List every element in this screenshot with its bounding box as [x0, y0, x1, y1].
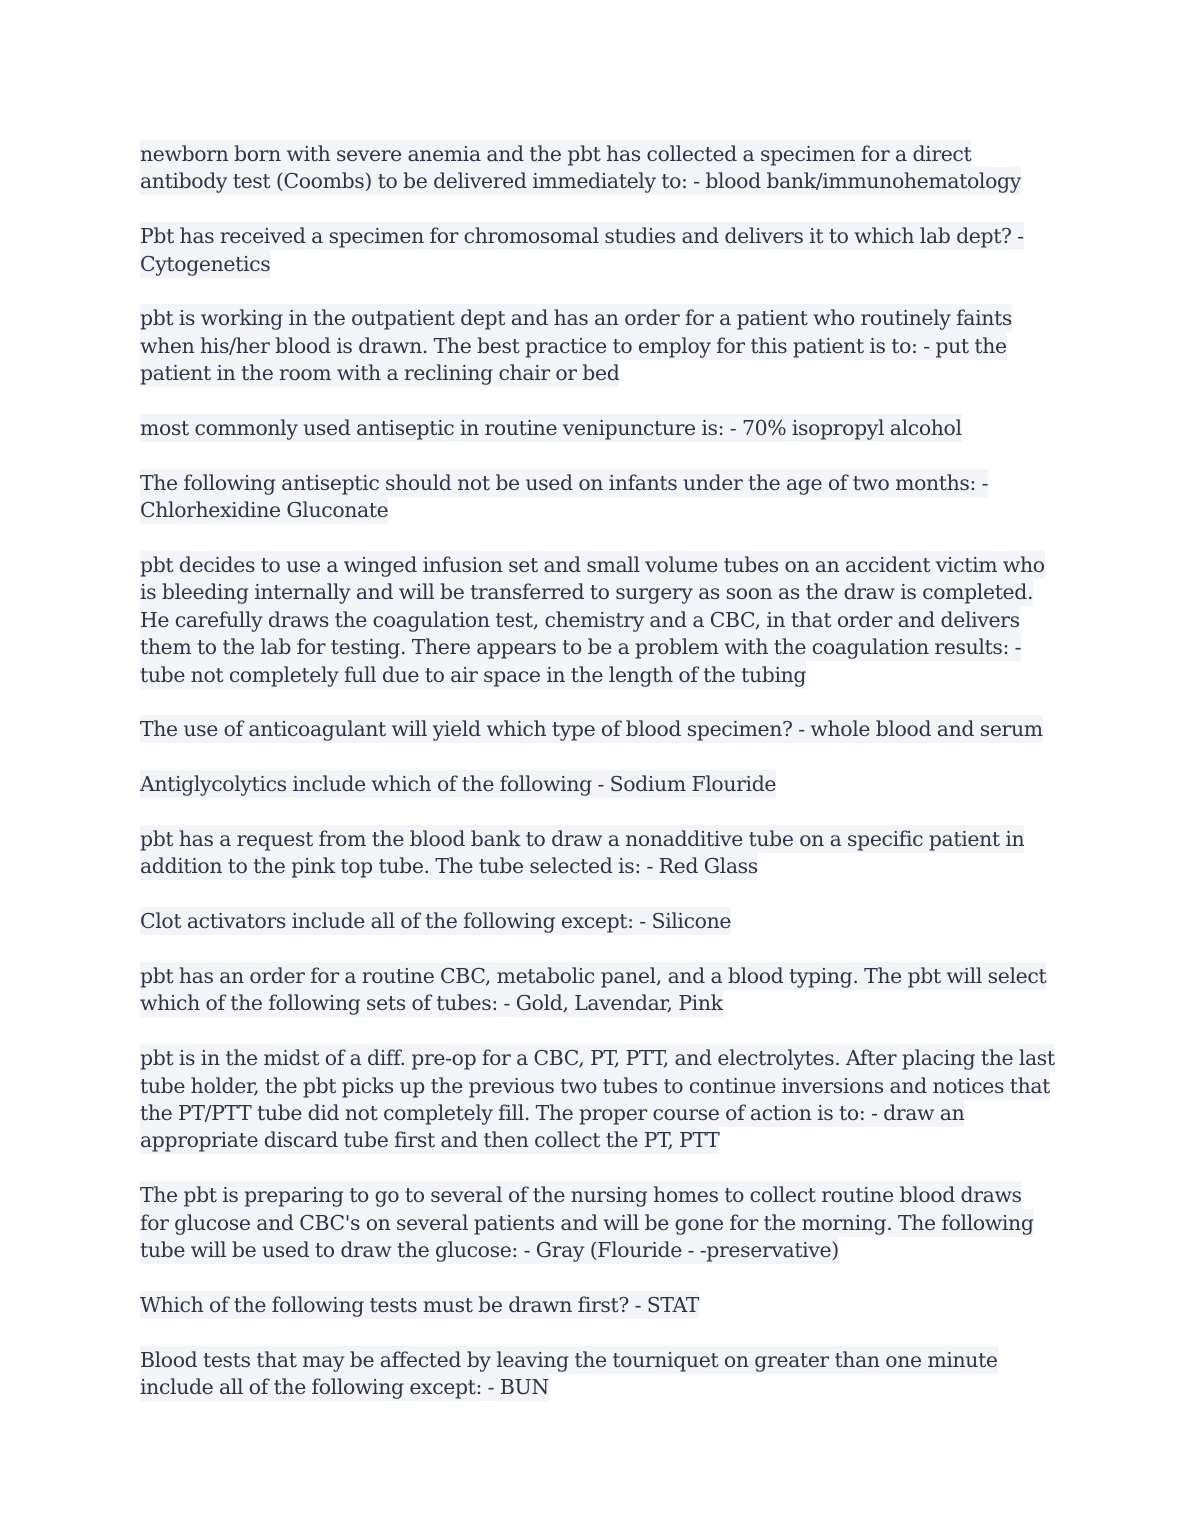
qa-list: [140, 141, 1055, 1429]
qa-item-15: [140, 1347, 1055, 1402]
qa-item-5: [140, 470, 1055, 525]
qa-item-text: Blood tests that may be affected by leaving the tourniquet on greater than one minute include all of the following except: - BUN: [140, 1347, 998, 1400]
qa-item-9: [140, 826, 1055, 881]
qa-item-text: pbt has an order for a routine CBC, metabolic panel, and a blood typing. The pbt will select which of the following sets of tubes: - Gold, Lavendar, Pink: [140, 964, 1047, 1016]
qa-item-text: newborn born with severe anemia and the pbt has collected a specimen for a direct antibody test (Coombs) to be delivered immediately to: - blood bank/immunohematology: [140, 142, 1021, 194]
qa-item-3: [140, 305, 1055, 387]
qa-item-13: [140, 1182, 1055, 1264]
qa-item-text: The use of anticoagulant will yield which type of blood specimen? - whole blood and serum: [140, 717, 1043, 742]
qa-item-text: pbt is in the midst of a diff. pre-op for a CBC, PT, PTT, and electrolytes. After placing the last tube holder, the pbt picks up the previous two tubes to continue inversions and notices that the PT/PTT tube did not completely fill. The proper course of action is to: - draw an appropriate discard tube first and then collect the PT, PTT: [140, 1046, 1055, 1153]
qa-item-text: pbt is working in the outpatient dept and has an order for a patient who routinely faints when his/her blood is drawn. The best practice to employ for this patient is to: - put the patient in the room with a reclining chair or bed: [140, 306, 1013, 386]
qa-item-text: Pbt has received a specimen for chromosomal studies and delivers it to which lab dept? - Cytogenetics: [140, 224, 1024, 276]
qa-item-text: most commonly used antiseptic in routine venipuncture is: - 70% isopropyl alcohol: [140, 416, 962, 441]
qa-item-text: The following antiseptic should not be used on infants under the age of two months: - Chlorhexidine Gluconate: [140, 470, 989, 523]
qa-item-text: Clot activators include all of the following except: - Silicone: [140, 909, 732, 934]
qa-item-7: [140, 716, 1055, 743]
qa-item-12: [140, 1045, 1055, 1155]
qa-item-text: pbt has a request from the blood bank to draw a nonadditive tube on a specific patient in addition to the pink top tube. The tube selected is: - Red Glass: [140, 827, 1025, 879]
qa-item-11: [140, 963, 1055, 1018]
qa-item-text: The pbt is preparing to go to several of the nursing homes to collect routine blood draws for glucose and CBC's on several patients and will be gone for the morning. The following tube will be used to draw the glucose: - Gray (Flouride - -preservative): [140, 1183, 1034, 1263]
qa-item-10: [140, 908, 1055, 935]
qa-item-2: [140, 223, 1055, 278]
qa-item-text: Antiglycolytics include which of the following - Sodium Flouride: [140, 772, 777, 797]
qa-item-4: [140, 415, 1055, 442]
qa-item-1: [140, 141, 1055, 196]
qa-item-8: [140, 771, 1055, 798]
qa-item-text: pbt decides to use a winged infusion set and small volume tubes on an accident victim who is bleeding internally and will be transferred to surgery as soon as the draw is completed. He carefully draws the coagulation test, chemistry and a CBC, in that order and delivers them to the lab for testing. There appears to be a problem with the coagulation results: - tube not completely full due to air space in the length of the tubing: [140, 553, 1045, 687]
qa-item-14: [140, 1292, 1055, 1319]
qa-item-text: Which of the following tests must be drawn first? - STAT: [140, 1292, 700, 1317]
qa-item-6: [140, 552, 1055, 689]
